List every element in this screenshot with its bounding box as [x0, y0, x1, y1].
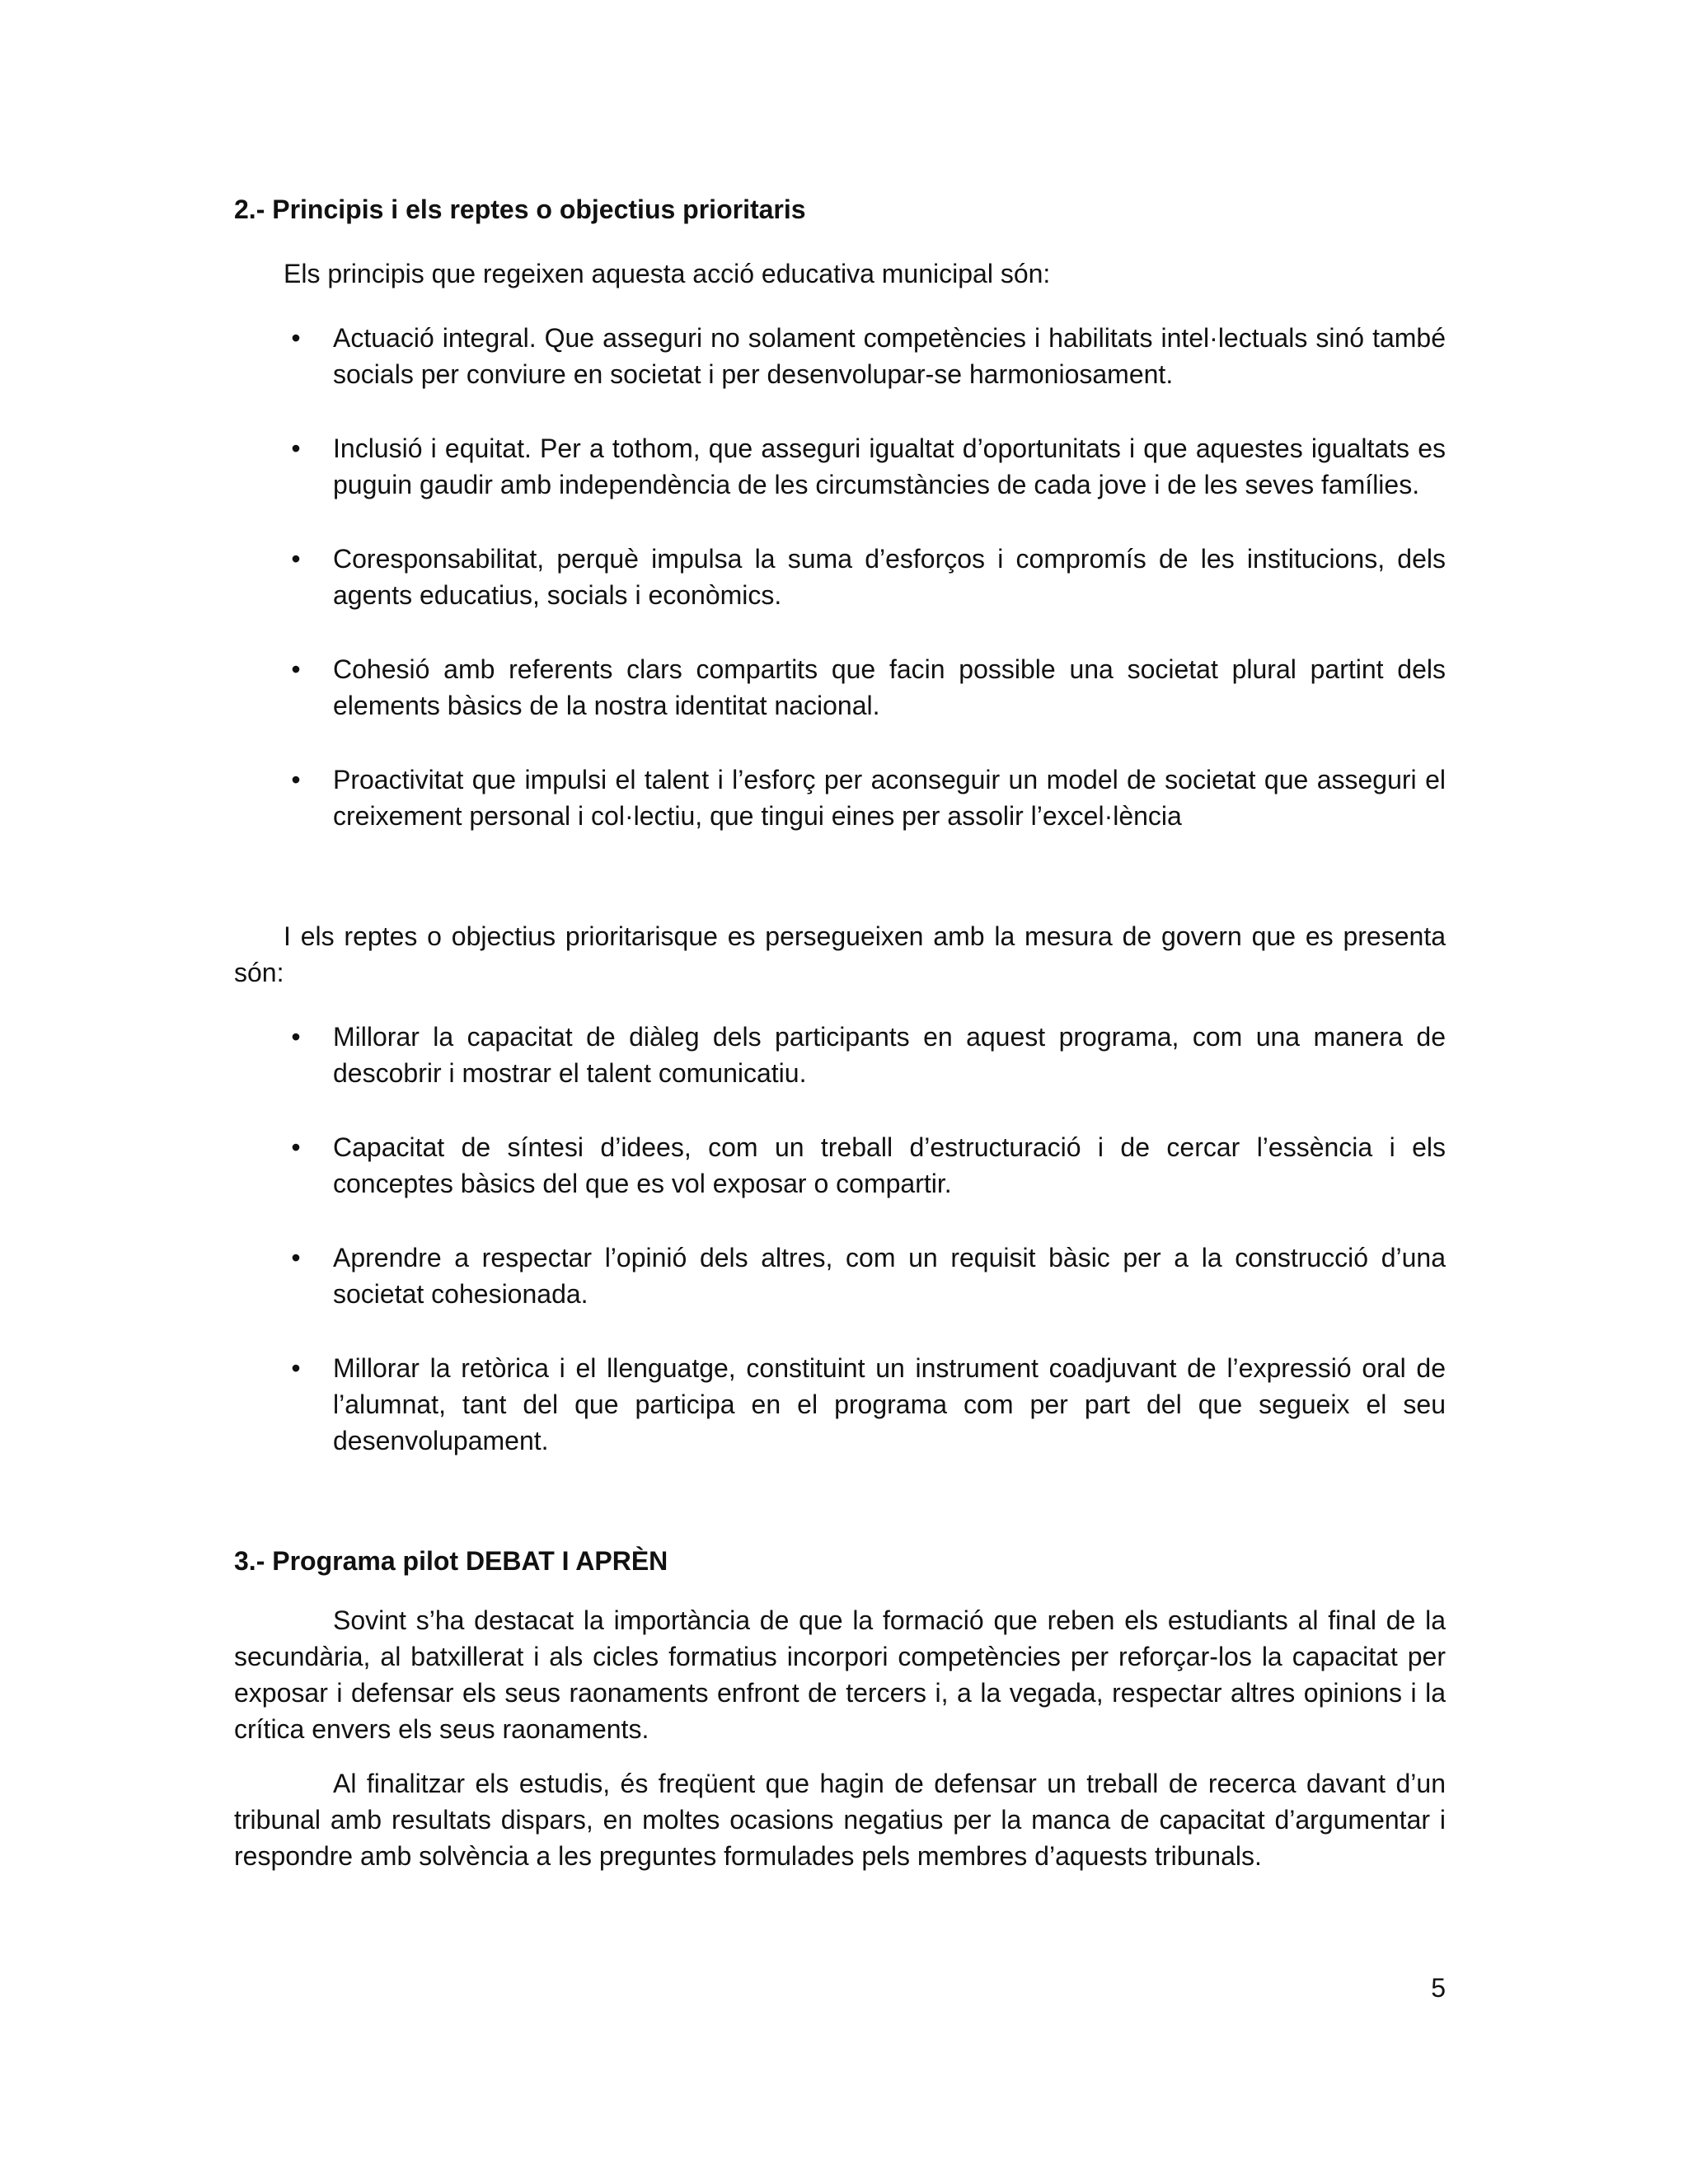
list-item: [234, 762, 1446, 834]
list-item: [234, 1019, 1446, 1091]
list-item: [234, 1240, 1446, 1312]
principles-intro: Els principis que regeixen aquesta acció educativa municipal són:: [284, 259, 1051, 288]
list-item: [234, 1129, 1446, 1202]
list-item-text: Millorar la capacitat de diàleg dels participants en aquest programa, com una manera de descobrir i mostrar el talent comunicatiu.: [333, 1022, 1446, 1088]
section-3-heading: 3.- Programa pilot DEBAT I APRÈN: [234, 1546, 668, 1576]
bullet-icon: •: [291, 654, 301, 684]
list-item-text: Cohesió amb referents clars compartits que facin possible una societat plural partint dels elements bàsics de la nostra identitat nacional.: [333, 654, 1446, 720]
bullet-icon: •: [291, 1132, 301, 1162]
section-2-heading: 2.- Principis i els reptes o objectius prioritaris: [234, 194, 806, 224]
list-item: [234, 651, 1446, 724]
list-item: [234, 1350, 1446, 1459]
list-item-text: Actuació integral. Que asseguri no solament competències i habilitats intel·lectuals sinó també socials per conviure en societat i per desenvolupar-se harmoniosament.: [333, 323, 1446, 389]
list-item: [234, 320, 1446, 392]
objectives-intro: I els reptes o objectius prioritarisque es persegueixen amb la mesura de govern que es presenta són:: [234, 921, 1446, 987]
bullet-icon: •: [291, 765, 301, 794]
bullet-icon: •: [291, 1022, 301, 1052]
bullet-icon: •: [291, 1353, 301, 1383]
list-item-text: Millorar la retòrica i el llenguatge, constituint un instrument coadjuvant de l’expressió oral de l’alumnat, tant del que participa en el programa com per part del que segueix el seu desenvolupament.: [333, 1353, 1446, 1455]
list-item: [234, 430, 1446, 503]
list-item-text: Capacitat de síntesi d’idees, com un treball d’estructuració i de cercar l’essència i els conceptes bàsics del que es vol exposar o compartir.: [333, 1132, 1446, 1198]
principles-list: [234, 320, 1446, 834]
body-paragraph: Al finalitzar els estudis, és freqüent que hagin de defensar un treball de recerca davant d’un tribunal amb resultats dispars, en moltes ocasions negatius per la manca de capacitat d’argumentar i respondre amb solvència a les preguntes formulades pels membres d’aquests tribunals.: [234, 1769, 1446, 1871]
bullet-icon: •: [291, 544, 301, 574]
body-paragraph: Sovint s’ha destacat la importància de que la formació que reben els estudiants al final de la secundària, al batxillerat i als cicles formatius incorpori competències per reforçar-los la capacitat per exposar i defensar els seus raonaments enfront de tercers i, a la vegada, respectar altres opinions i la crítica envers els seus raonaments.: [234, 1605, 1446, 1744]
bullet-icon: •: [291, 434, 301, 463]
list-item: [234, 541, 1446, 613]
bullet-icon: •: [291, 323, 301, 353]
list-item-text: Coresponsabilitat, perquè impulsa la suma d’esforços i compromís de les institucions, dels agents educatius, socials i econòmics.: [333, 544, 1446, 610]
objectives-list: [234, 1019, 1446, 1459]
list-item-text: Inclusió i equitat. Per a tothom, que asseguri igualtat d’oportunitats i que aquestes igualtats es puguin gaudir amb independència de les circumstàncies de cada jove i de les seves famílies.: [333, 434, 1446, 499]
bullet-icon: •: [291, 1243, 301, 1272]
page-number: 5: [1431, 1973, 1446, 2003]
document-page: [234, 191, 1446, 1874]
list-item-text: Proactivitat que impulsi el talent i l’esforç per aconseguir un model de societat que asseguri el creixement personal i col·lectiu, que tingui eines per assolir l’excel·lència: [333, 765, 1446, 831]
list-item-text: Aprendre a respectar l’opinió dels altres, com un requisit bàsic per a la construcció d’una societat cohesionada.: [333, 1243, 1446, 1309]
